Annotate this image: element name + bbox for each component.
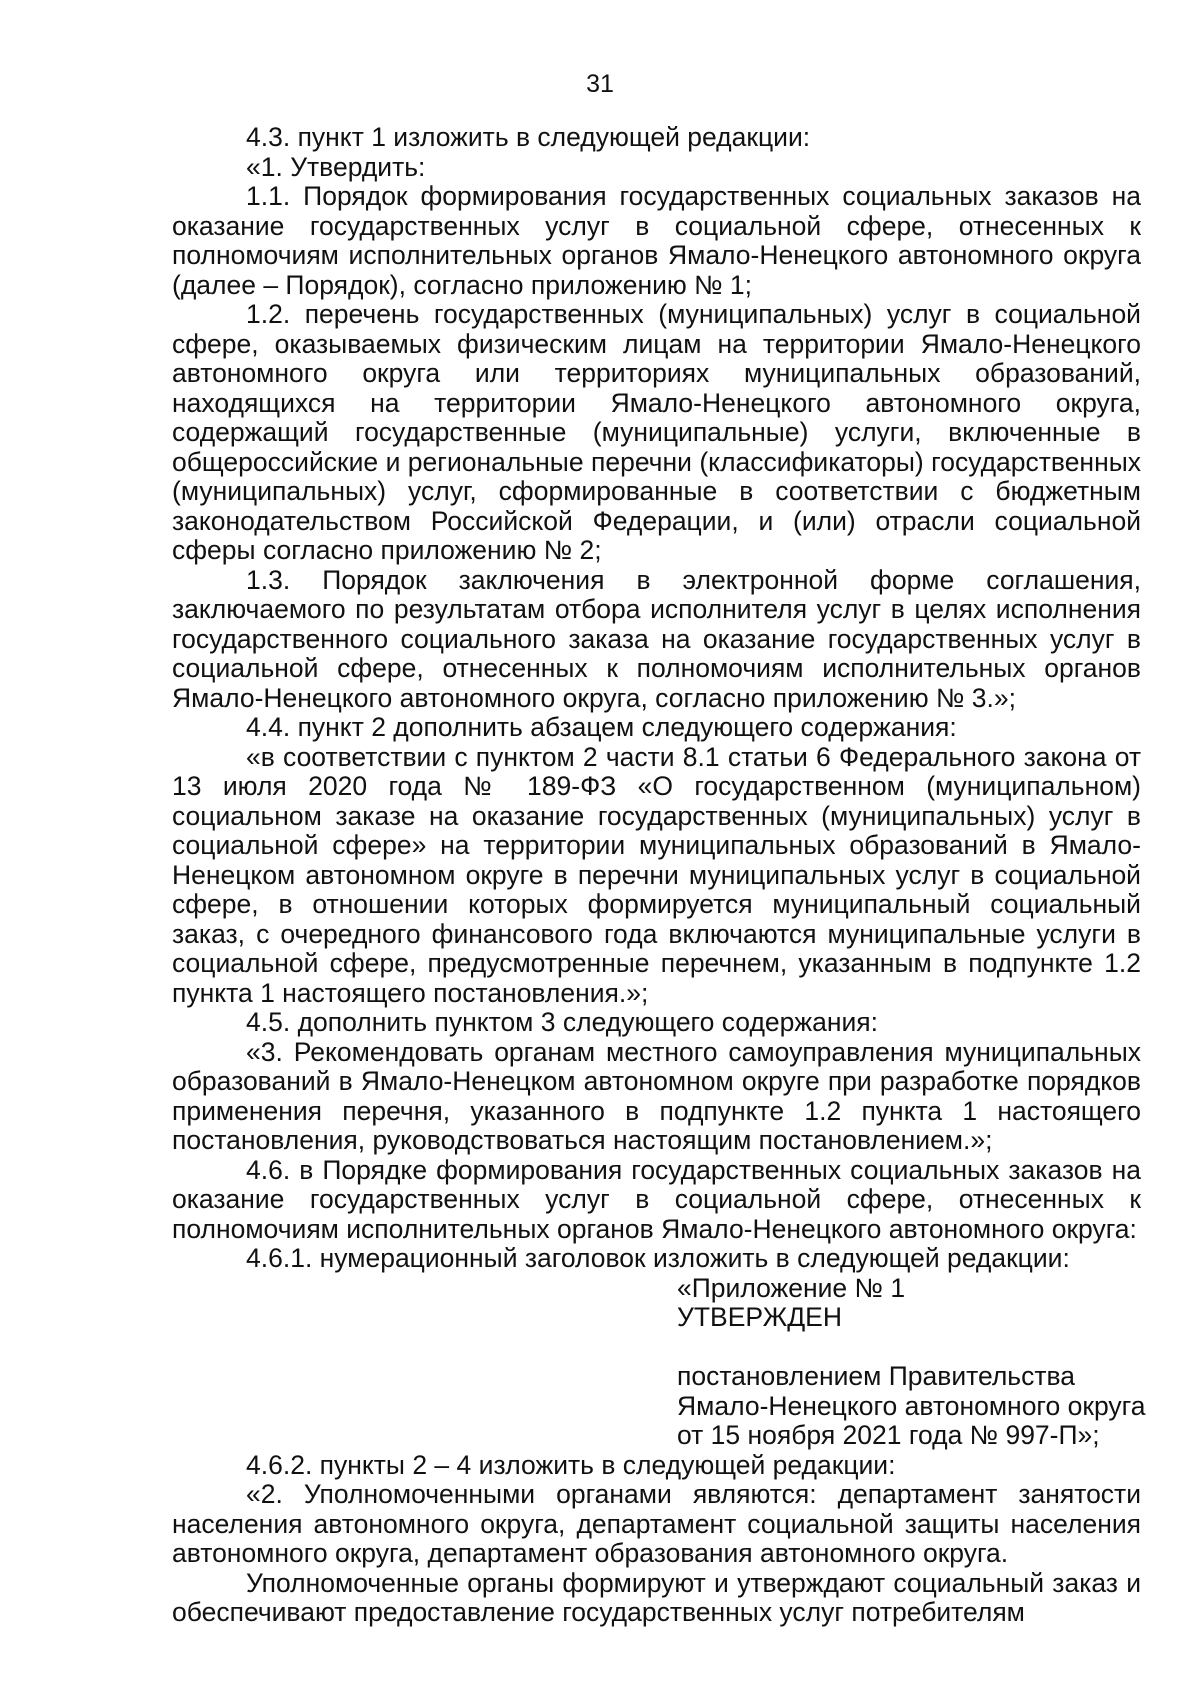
approval-stamp <box>677 1272 1146 1451</box>
paragraph-4-5-text: «3. Рекомендовать органам местного самоуправления муниципальных образований в Ямало-Ненецком автономном округе при разработке порядков применения перечня, указанного в подпункте 1.2 пункта 1 настоящего постановления, руководствоваться настоящим постановлением.»; <box>172 1036 1141 1155</box>
paragraph-4-3: 4.3. пункт 1 изложить в следующей редакции: <box>246 122 811 152</box>
paragraph-1-1: 1.1. Порядок формирования государственных социальных заказов на оказание государственных услуг в социальной сфере, отнесенных к полномочиям исполнительных органов Ямало-Ненецкого автономного округа (далее – Порядок), согласно приложению № 1; <box>172 181 1141 300</box>
paragraph-1-3: 1.3. Порядок заключения в электронной форме соглашения, заключаемого по результатам отбора исполнителя услуг в целях исполнения государственного социального заказа на оказание государственных услуг в социальной сфере, отнесенных к полномочиям исполнительных органов Ямало-Ненецкого автономного округа, согласно приложению № 3.»; <box>172 564 1141 713</box>
stamp-gap <box>677 1333 1141 1363</box>
paragraph-4-6-1: 4.6.1. нумерационный заголовок изложить в следующей редакции: <box>246 1243 1070 1273</box>
stamp-region-line: Ямало-Ненецкого автономного округа <box>677 1390 1146 1421</box>
stamp-date-line: от 15 ноября 2021 года № 997-П»; <box>677 1420 1100 1450</box>
paragraph-4-6: 4.6. в Порядке формирования государственных социальных заказов на оказание государственных услуг в социальной сфере, отнесенных к полномочиям исполнительных органов Ямало-Ненецкого автономного округа: <box>172 1154 1141 1244</box>
page-number: 31 <box>586 70 614 98</box>
paragraph-1-2: 1.2. перечень государственных (муниципальных) услуг в социальной сфере, оказываемых физическим лицам на территории Ямало-Ненецкого автономного округа или территориях муниципальных образований, находящихся на территории Ямало-Ненецкого автономного округа, содержащий государственные (муниципальные) услуги, включенные в общероссийские и региональные перечни (классификаторы) государственных (муниципальных) услуг, сформированные в соответствии с бюджетным законодательством Российской Федерации, и (или) отрасли социальной сферы согласно приложению № 2; <box>172 299 1141 565</box>
paragraph-authorized-bodies: «2. Уполномоченными органами являются: департамент занятости населения автономного округа, департамент социальной защиты населения автономного округа, департамент образования автономного округа. <box>172 1479 1141 1568</box>
stamp-appendix-line: «Приложение № 1 <box>677 1272 906 1303</box>
paragraph-4-5: 4.5. дополнить пунктом 3 следующего содержания: <box>246 1007 879 1037</box>
paragraph-4-4-text: «в соответствии с пунктом 2 части 8.1 статьи 6 Федерального закона от 13 июля 2020 года № 189-ФЗ «О государственном (муниципальном) социальном заказе на оказание государственных (муниципальных) услуг в социальной сфере» на территории муниципальных образований в Ямало-Ненецком автономном округе в перечни муниципальных услуг в социальной сфере, в отношении которых формируется муниципальный социальный заказ, с очередного финансового года включаются муниципальные услуги в социальной сфере, предусмотренные перечнем, указанным в подпункте 1.2 пункта 1 настоящего постановления.»; <box>172 741 1141 1008</box>
paragraph-authorized-duties: Уполномоченные органы формируют и утверждают социальный заказ и обеспечивают предоставление государственных услуг потребителям <box>172 1567 1141 1627</box>
document-body <box>172 122 1146 1628</box>
stamp-resolution-line: постановлением Правительства <box>677 1361 1075 1391</box>
paragraph-approve: «1. Утвердить: <box>246 151 426 182</box>
paragraph-4-6-2: 4.6.2. пункты 2 – 4 изложить в следующей редакции: <box>246 1449 896 1480</box>
paragraph-4-4: 4.4. пункт 2 дополнить абзацем следующего содержания: <box>246 712 957 742</box>
stamp-approved-line: УТВЕРЖДЕН <box>677 1302 842 1332</box>
